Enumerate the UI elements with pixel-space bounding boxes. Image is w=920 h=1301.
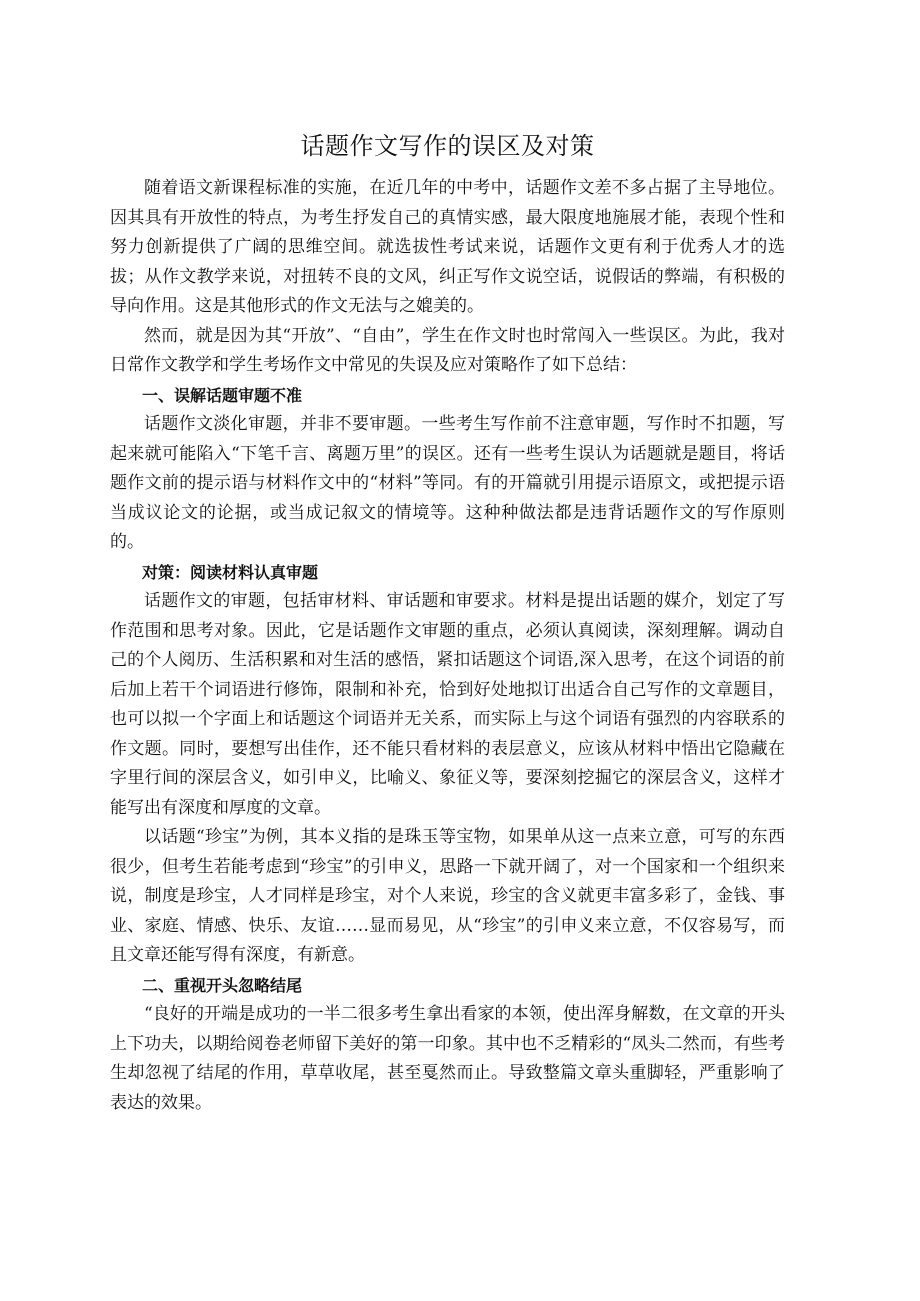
paragraph-example: 以话题“珍宝”为例，其本义指的是珠玉等宝物，如果单从这一点来立意，可写的东西很少，但考生若能考虑到“珍宝”的引申义，思路一下就开阔了，对一个国家和一个组织来说，制度是珍宝，人才同样是珍宝，对个人来说，珍宝的含义就更丰富多彩了，金钱、事业、家庭、情感、快乐、友谊……显而易见，从“珍宝”的引申义来立意，不仅容易写，而且文章还能写得有深度，有新意。 bbox=[110, 827, 785, 965]
paragraph-intro: 随着语文新课程标准的实施，在近几年的中考中，话题作文差不多占据了主导地位。因其具有开放性的特点，为考生抒发自己的真情实感，最大限度地施展才能，表现个性和努力创新提供了广阔的思维空间。就选拔性考试来说，话题作文更有利于优秀人才的选拔；从作文教学来说，对扭转不良的文风，纠正写作文说空话，说假话的弊端，有积极的导向作用。这是其他形式的作文无法与之媲美的。 bbox=[110, 178, 785, 316]
section-heading-2: 二、重视开头忽略结尾 bbox=[142, 975, 303, 995]
paragraph-section-2: “良好的开端是成功的一半二很多考生拿出看家的本领，使出浑身解数，在文章的开头上下功夫，以期给阅卷老师留下美好的第一印象。其中也不乏精彩的“凤头二然而，有些考生却忽视了结尾的作用，草草收尾，甚至戛然而止。导致整篇文章头重脚轻，严重影响了表达的效果。 bbox=[110, 1004, 785, 1113]
section-heading-1: 一、误解话题审题不准 bbox=[142, 385, 303, 405]
strategy-heading-1: 对策：阅读材料认真审题 bbox=[142, 562, 319, 582]
paragraph-transition: 然而，就是因为其“开放”、“自由”，学生在作文时也时常闯入一些误区。为此，我对日常作文教学和学生考场作文中常见的失误及应对策略作了如下总结： bbox=[110, 325, 785, 375]
document-page bbox=[110, 128, 785, 1118]
document-title: 话题作文写作的误区及对策 bbox=[300, 132, 595, 160]
paragraph-strategy-1: 话题作文的审题，包括审材料、审话题和审要求。材料是提出话题的媒介，划定了写作范围和思考对象。因此，它是话题作文审题的重点，必须认真阅读，深刻理解。调动自己的个人阅历、生活积累和对生活的感悟，紧扣话题这个词语,深入思考，在这个词语的前后加上若干个词语进行修饰，限制和补充，恰到好处地拟订出适合自己写作的文章题目，也可以拟一个字面上和话题这个词语并无关系，而实际上与这个词语有强烈的内容联系的作文题。同时，要想写出佳作，还不能只看材料的表层意义，应该从材料中悟出它隐藏在字里行间的深层含义，如引申义，比喻义、象征义等，要深刻挖掘它的深层含义，这样才能写出有深度和厚度的文章。 bbox=[110, 591, 785, 818]
paragraph-section-1: 话题作文淡化审题，并非不要审题。一些考生写作前不注意审题，写作时不扣题，写起来就可能陷入“下笔千言、离题万里”的误区。还有一些考生误认为话题就是题目，将话题作文前的提示语与材料作文中的“材料”等同。有的开篇就引用提示语原文，或把提示语当成议论文的论据，或当成记叙文的情境等。这种种做法都是违背话题作文的写作原则的。 bbox=[110, 414, 785, 552]
